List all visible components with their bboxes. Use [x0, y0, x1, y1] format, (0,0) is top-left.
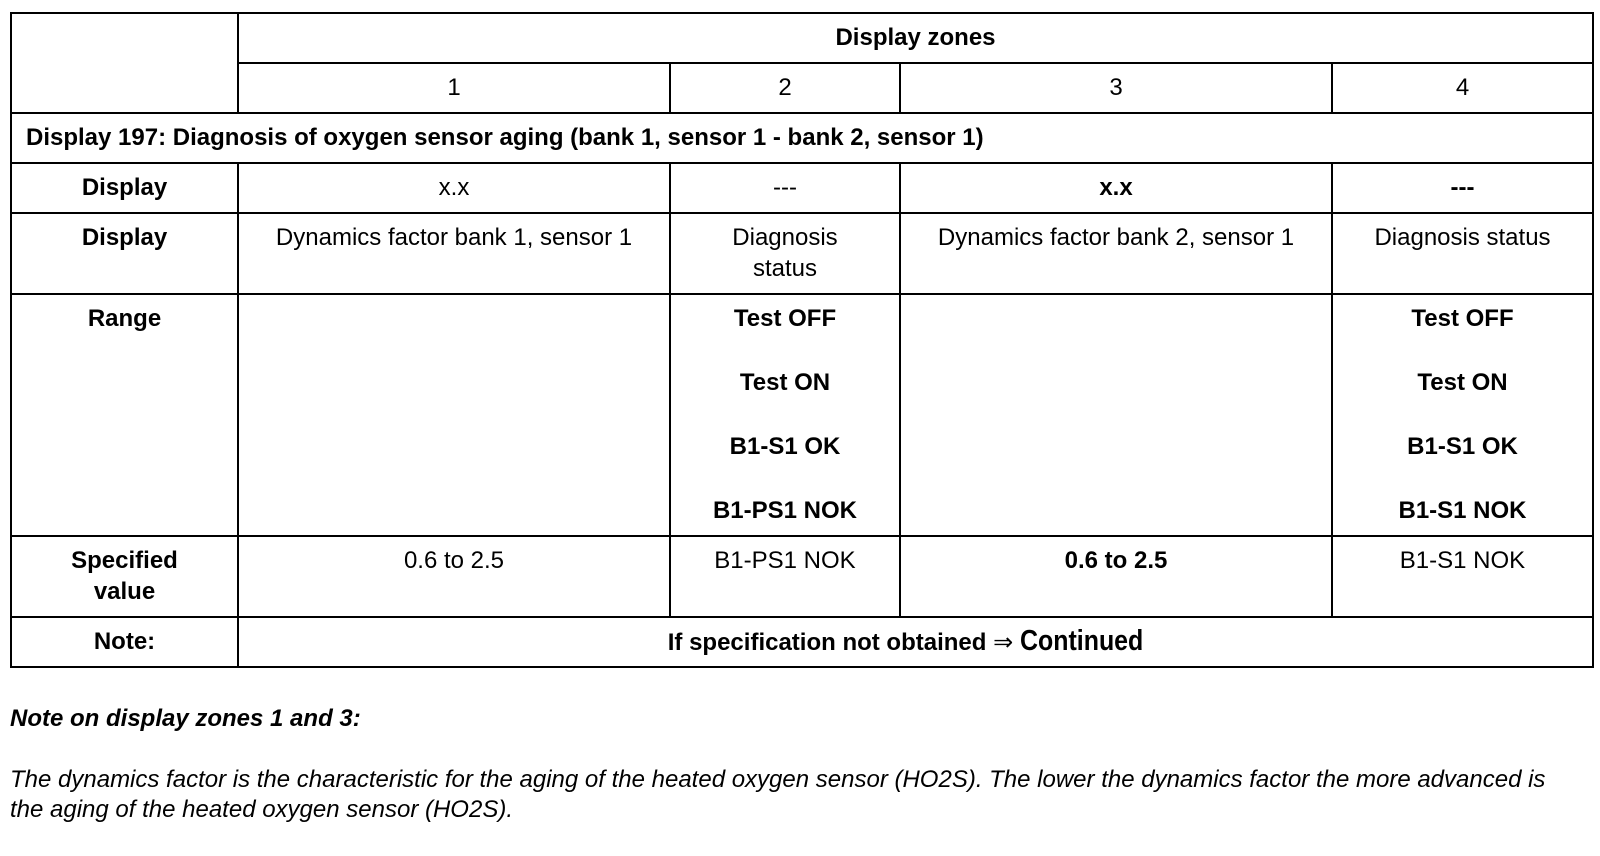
zone-number-2: 2: [670, 63, 900, 113]
specified-zone-2: B1-PS1 NOK: [670, 536, 900, 617]
note-text: If specification not obtained: [667, 629, 987, 656]
display-name-zone-1: Dynamics factor bank 1, sensor 1: [238, 213, 670, 294]
specified-zone-1: 0.6 to 2.5: [238, 536, 670, 617]
continued-link[interactable]: Continued: [1019, 625, 1144, 657]
range-item: B1-S1 NOK: [1398, 497, 1527, 524]
display-name-zone-4: Diagnosis status: [1332, 213, 1593, 294]
zone-number-3: 3: [900, 63, 1332, 113]
range-item: Test ON: [1417, 369, 1508, 396]
display-name-zone-3: Dynamics factor bank 2, sensor 1: [900, 213, 1332, 294]
row-label-range: Range: [11, 294, 238, 536]
note-row: [11, 617, 1593, 667]
range-row: [11, 294, 1593, 536]
range-zone-1: [238, 294, 670, 536]
zone-number-4: 4: [1332, 63, 1593, 113]
corner-cell: [11, 13, 238, 113]
range-zone-4: [1332, 294, 1593, 536]
display-197-table: [10, 12, 1594, 668]
display-name-zone-2: Diagnosis status: [670, 213, 900, 294]
range-item: B1-S1 OK: [729, 433, 841, 460]
range-zone-3: [900, 294, 1332, 536]
range-list-zone-4: [1347, 303, 1578, 526]
zone-number-row: [11, 63, 1593, 113]
range-item: B1-PS1 NOK: [712, 497, 858, 524]
note-body: The dynamics factor is the characteristic for the aging of the heated oxygen sensor (HO2S). The lower the dynamics factor the more advanced is the aging of the heated oxygen sensor (HO2S).: [10, 766, 1546, 823]
note-heading: Note on display zones 1 and 3:: [10, 705, 361, 732]
right-double-arrow-icon: ⇒: [993, 629, 1014, 656]
note-cell: [238, 617, 1593, 667]
specified-zone-4: B1-S1 NOK: [1332, 536, 1593, 617]
specified-zone-3: 0.6 to 2.5: [900, 536, 1332, 617]
range-item: B1-S1 OK: [1407, 433, 1518, 460]
display-value-zone-2: ---: [670, 163, 900, 213]
display-zones-header: Display zones: [238, 13, 1593, 63]
display-value-zone-4: ---: [1332, 163, 1593, 213]
display-value-row: [11, 163, 1593, 213]
display-value-zone-1: x.x: [238, 163, 670, 213]
row-label-note: Note:: [11, 617, 238, 667]
range-list-zone-2: [685, 303, 885, 526]
range-zone-2: [670, 294, 900, 536]
section-title-row: [11, 113, 1593, 163]
header-row-group: [11, 13, 1593, 63]
zone-number-1: 1: [238, 63, 670, 113]
range-item: Test ON: [739, 369, 831, 396]
display-name-row: [11, 213, 1593, 294]
row-label-display: Display: [11, 163, 238, 213]
display-value-zone-3: x.x: [900, 163, 1332, 213]
range-item: Test OFF: [733, 305, 837, 332]
specified-value-row: [11, 536, 1593, 617]
row-label-specified: Specified value: [11, 536, 238, 617]
section-title: Display 197: Diagnosis of oxygen sensor aging (bank 1, sensor 1 - bank 2, sensor 1): [11, 113, 1593, 163]
row-label-display-name: Display: [11, 213, 238, 294]
range-item: Test OFF: [1411, 305, 1514, 332]
